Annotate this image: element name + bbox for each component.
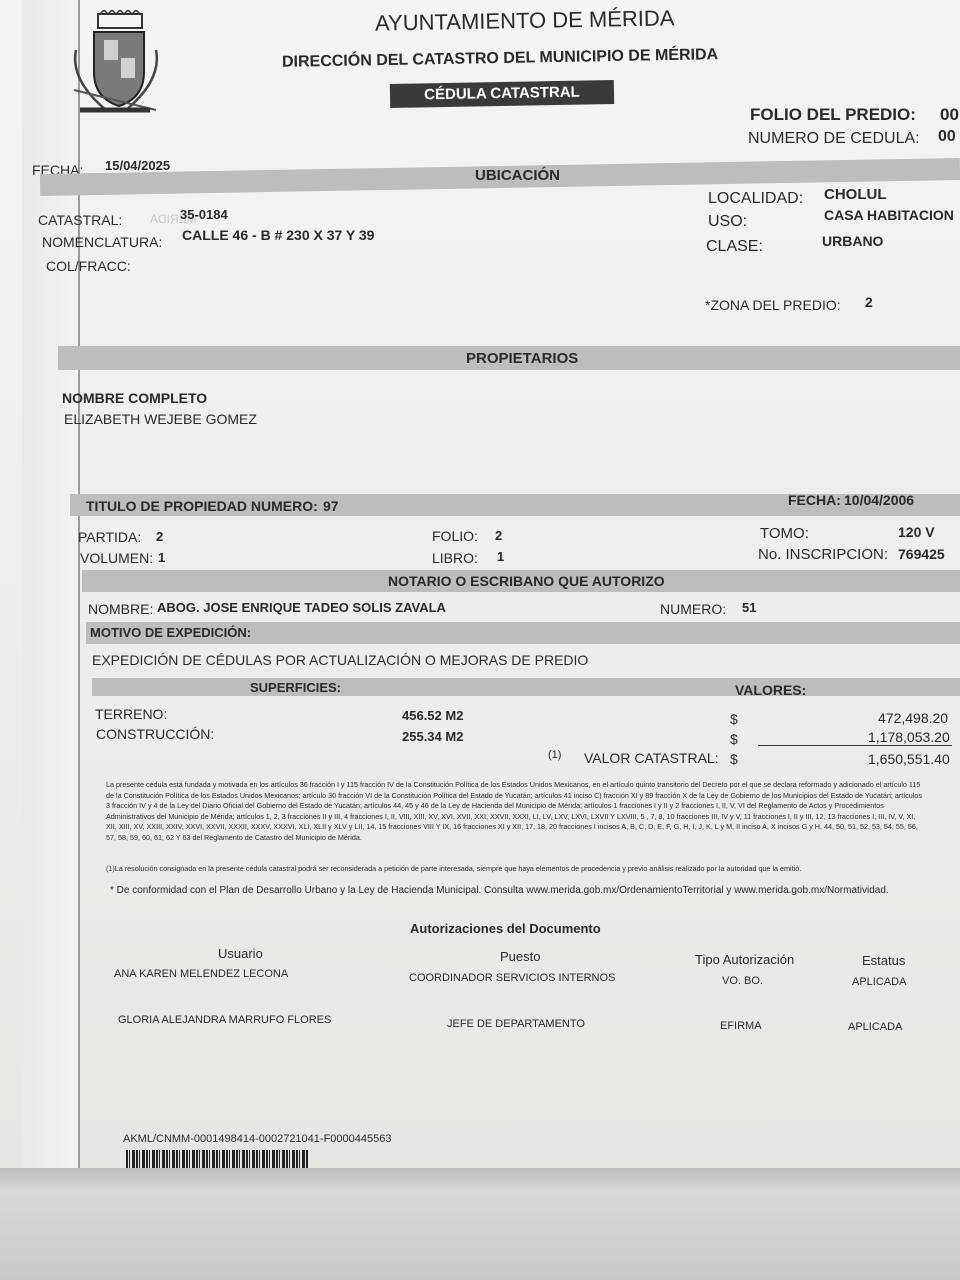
propietarios-title: PROPIETARIOS — [466, 350, 579, 367]
uso-value: CASA HABITACION — [824, 207, 954, 223]
window-frame — [0, 1168, 960, 1280]
notario-nombre-value: ABOG. JOSE ENRIQUE TADEO SOLIS ZAVALA — [157, 600, 446, 615]
terreno-label: TERRENO: — [95, 706, 168, 722]
titulo-fecha-label: FECHA: — [788, 492, 841, 508]
valor-catastral-label: VALOR CATASTRAL: — [584, 750, 719, 766]
ubicacion-title: UBICACIÓN — [475, 167, 560, 184]
folio-predio-label: FOLIO DEL PREDIO: — [750, 105, 916, 124]
inscripcion-label: No. INSCRIPCION: — [758, 546, 889, 563]
nomenclatura-label: NOMENCLATURA: — [42, 234, 163, 250]
direccion-title: DIRECCIÓN DEL CATASTRO DEL MUNICIPIO DE MÉRIDA — [281, 46, 719, 71]
construccion-value: 255.34 M2 — [402, 729, 464, 744]
uso-label: USO: — [708, 213, 748, 230]
row2-tipo: EFIRMA — [720, 1020, 762, 1032]
zona-value: 2 — [865, 294, 873, 310]
header-estatus: Estatus — [862, 953, 906, 968]
legal-paragraph-2: (1)La resolución consignada en la presente cédula catastral podrá ser reconsiderada a petición de parte interesada, siempre que haya elementos de procedencia y previo análisis realizado por la autoridad que la emitió. — [106, 864, 802, 873]
autorizaciones-title: Autorizaciones del Documento — [410, 921, 601, 936]
nombre-completo-label: NOMBRE COMPLETO — [62, 390, 208, 406]
motivo-title: MOTIVO DE EXPEDICIÓN: — [90, 625, 252, 640]
notario-numero-label: NUMERO: — [660, 601, 727, 617]
localidad-label: LOCALIDAD: — [708, 190, 804, 207]
valor-catastral-note: (1) — [548, 749, 562, 761]
valores-title: VALORES: — [735, 682, 807, 698]
notario-title: NOTARIO O ESCRIBANO QUE AUTORIZO — [388, 573, 665, 589]
valor-terreno-currency: $ — [730, 711, 738, 727]
row1-usuario: ANA KAREN MELENDEZ LECONA — [114, 968, 289, 980]
row2-usuario: GLORIA ALEJANDRA MARRUFO FLORES — [118, 1014, 332, 1026]
propietario-nombre: ELIZABETH WEJEBE GOMEZ — [64, 411, 257, 427]
folio-value: 2 — [495, 528, 503, 543]
colfracc-label: COL/FRACC: — [46, 258, 131, 274]
libro-label: LIBRO: — [432, 550, 478, 566]
volumen-label: VOLUMEN: — [80, 550, 154, 566]
row1-puesto: COORDINADOR SERVICIOS INTERNOS — [409, 972, 616, 984]
tomo-value: 120 V — [898, 524, 935, 540]
partida-value: 2 — [156, 529, 164, 544]
catastral-value: 35-0184 — [180, 207, 228, 222]
row1-estatus: APLICADA — [852, 976, 907, 988]
folio-predio-value: 00 — [940, 105, 959, 124]
cedula-banner: CÉDULA CATASTRAL — [390, 80, 614, 108]
header-usuario: Usuario — [218, 946, 263, 961]
volumen-value: 1 — [158, 550, 166, 565]
legal-paragraph-3: * De conformidad con el Plan de Desarrollo Urbano y la Ley de Hacienda Municipal. Consulta www.merida.gob.mx/OrdenamientoTerritorial y www.merida.gob.mx/Normatividad. — [110, 885, 889, 896]
fecha-value: 15/04/2025 — [105, 158, 171, 173]
header-puesto: Puesto — [500, 949, 541, 964]
folio-label: FOLIO: — [432, 528, 478, 544]
legal-paragraph-1: La presente cédula está fundada y motivada en los artículos 36 fracción I y 115 fracción IV de la Constitución Política de los Estados Unidos Mexicanos, en el artículo quinto transitorio del Decreto por el que se declara reformado y adicionado el artículo 115 de la Constitución Política de los Estados Unidos Mexicanos; artículo 30 fracción VI de la Constitución Política del Estado de Yucatán; artículos 41 inciso C) fracción XI y 89 fracción X de la Ley de Gobierno de los Municipios del Estado de Yucatán; artículos 3 fracción IV y 4 de la Ley del Diario Oficial del Gobierno del Estado de Yucatán; artículos 44, 45 y 46 de la Ley de Hacienda del Municipio de Mérida; artículos 1 fracciones I y II y 2 fracciones I, II, V, VI del Reglamento de Actos y Procedimientos Administrativos del Municipio de Mérida; artículos 1, 2, 3 fracciones II y III, 4 fracciones I, II, VIII, XIII, XV, XVI, XVII, XXI, XXVII, XXXI, LI, LV, LXV, LXVI, LXVII Y LXVIII, 5 , 7, 8, 10 fracciones III, IV y V, 11 fracciones I, II y III, 12, 13 fracciones I, III, IV, V, XI, XII, XIII, XV, XXIII, XXIV, XXVI, XXVII, XXXII, XXXV, XXXVI, XLI, XLII y XLV y LII, 14, 15 fracciones VIII Y IX, 16 fracciones XI y XII, 17, 18, 20 fracciones I incisos A, B, C, D, E, F, G, H, I, J, K, L y M, II inciso A, X incisos G y H, 44, 50, 51, 52, 53, 54, 55, 56, 57, 58, 59, 60, 61, 62 Y 63 del Reglamento de Catastro del Municipio de Mérida. — [106, 780, 922, 842]
row2-puesto: JEFE DE DEPARTAMENTO — [447, 1018, 585, 1030]
superficies-title: SUPERFICIES: — [250, 680, 342, 695]
valor-terreno: 472,498.20 — [878, 710, 949, 726]
partida-label: PARTIDA: — [78, 529, 142, 545]
fecha-label: FECHA: — [32, 162, 84, 178]
tomo-label: TOMO: — [760, 525, 809, 542]
notario-nombre-label: NOMBRE: — [88, 601, 154, 617]
notario-numero-value: 51 — [742, 600, 757, 615]
construccion-label: CONSTRUCCIÓN: — [96, 726, 215, 742]
ayuntamiento-title: AYUNTAMIENTO DE MÉRIDA — [374, 5, 675, 36]
motivo-text: EXPEDICIÓN DE CÉDULAS POR ACTUALIZACIÓN O MEJORAS DE PREDIO — [92, 652, 589, 668]
sum-divider — [758, 745, 952, 746]
valor-catastral: 1,650,551.40 — [868, 751, 950, 767]
watermark-text: MERIDA — [150, 212, 197, 226]
valor-construccion: 1,178,053.20 — [868, 729, 950, 745]
titulo-label: TITULO DE PROPIEDAD NUMERO: — [86, 498, 318, 514]
terreno-value: 456.52 M2 — [402, 708, 464, 723]
document-code: AKML/CNMM-0001498414-0002721041-F0000445563 — [123, 1133, 392, 1145]
merida-coat-of-arms-logo — [66, 10, 162, 122]
numero-cedula-label: NUMERO DE CEDULA: — [748, 130, 920, 147]
header-tipo: Tipo Autorización — [695, 952, 795, 967]
libro-value: 1 — [497, 549, 505, 564]
titulo-fecha-value: 10/04/2006 — [844, 492, 915, 508]
numero-cedula-value: 00 — [938, 128, 956, 145]
valor-catastral-currency: $ — [730, 751, 738, 767]
nomenclatura-value: CALLE 46 - B # 230 X 37 Y 39 — [182, 227, 375, 243]
catastral-label: CATASTRAL: — [38, 212, 123, 228]
clase-value: URBANO — [822, 233, 884, 249]
localidad-value: CHOLUL — [824, 186, 887, 203]
clase-label: CLASE: — [706, 238, 763, 255]
row1-tipo: VO. BO. — [722, 975, 763, 987]
zona-label: *ZONA DEL PREDIO: — [705, 297, 841, 313]
superficies-bar — [92, 678, 960, 696]
inscripcion-value: 769425 — [898, 546, 945, 562]
valor-construccion-currency: $ — [730, 731, 738, 747]
titulo-value: 97 — [323, 498, 339, 514]
row2-estatus: APLICADA — [848, 1021, 903, 1033]
